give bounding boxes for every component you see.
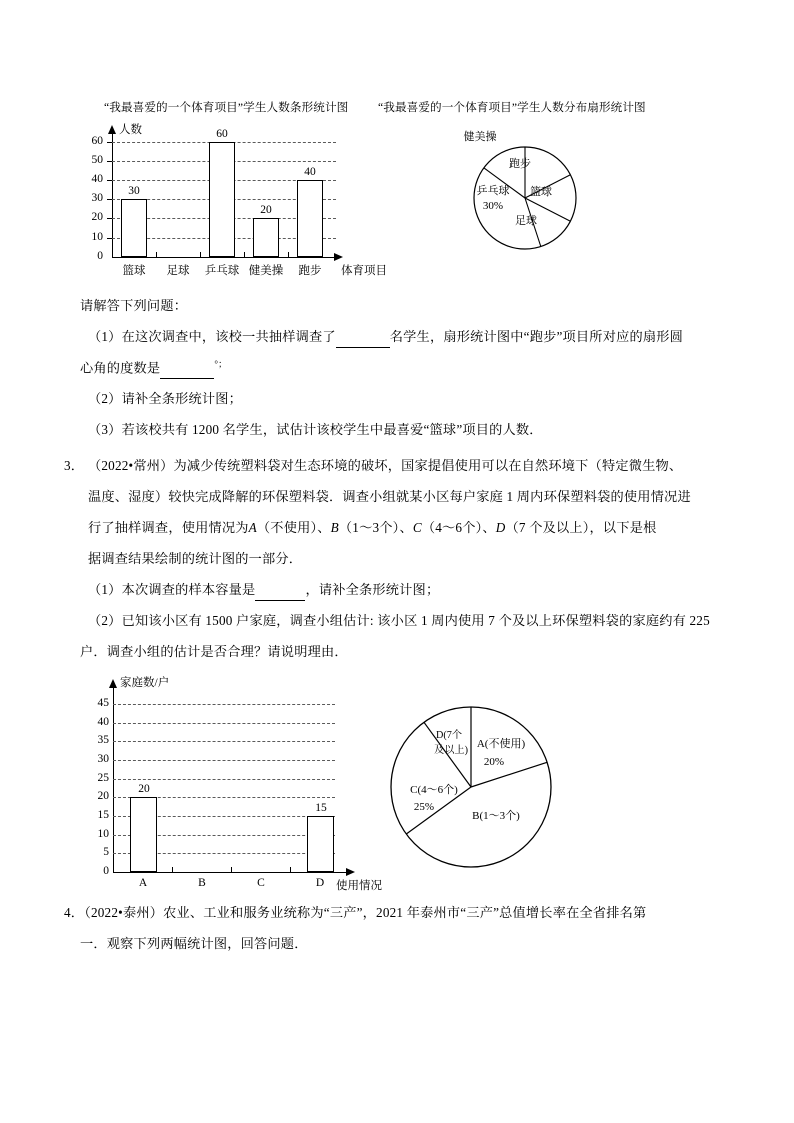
pie-slice-label-running: 跑步 xyxy=(509,158,531,170)
problem2-q1-text-c: 心角的度数是 xyxy=(80,360,161,376)
answer-blank-3[interactable] xyxy=(255,580,305,601)
problem4-line1: 4．（2022•泰州）农业、工业和服务业统称为“三产”，2021 年泰州市“三产”总值增长率在全省排名第 xyxy=(64,905,647,920)
x-tick-label-table-tennis: 乒乓球 xyxy=(204,265,240,277)
y-tick-label-30: 30 xyxy=(91,192,103,204)
x-tick-label-aerobics: 健美操 xyxy=(248,265,284,277)
bags-bar-d xyxy=(307,816,334,872)
problem3-q1-text-a: （1）本次调查的样本容量是 xyxy=(88,582,256,597)
x-tick-4 xyxy=(288,252,289,257)
y-tick-label-10: 10 xyxy=(91,231,103,243)
problem3-q1 xyxy=(88,580,439,601)
pie-slice-label-basketball: 篮球 xyxy=(530,186,552,198)
problem3-line3-p2: （不使用）、 xyxy=(256,520,331,535)
problem3-body-line1: （2022•常州）为减少传统塑料袋对生态环境的破坏，国家提倡使用可以在自然环境下（特定微生物、 xyxy=(88,458,683,473)
bags-x-tick-1 xyxy=(172,867,173,872)
bar-value-basketball: 30 xyxy=(128,185,140,197)
pie-slice-value-table-tennis: 30% xyxy=(482,200,504,212)
y-axis-line xyxy=(112,134,113,258)
bags-x-tick-label-d: D xyxy=(315,877,325,889)
bags-gridline-25 xyxy=(113,779,335,780)
bags-pie-slice-label-c: C(4～6个) xyxy=(410,784,458,796)
problem3-option-b: B xyxy=(330,520,339,535)
bags-pie-slice-label-b: B(1～3个) xyxy=(472,810,520,822)
bags-y-axis-line xyxy=(113,688,114,873)
bags-y-tick-label-25: 25 xyxy=(97,772,109,784)
problem3-line3-p1: 行了抽样调查，使用情况为 xyxy=(88,520,249,535)
pie-slice-label-table-tennis: 乒乓球 xyxy=(476,185,510,197)
y-tick-label-40: 40 xyxy=(91,173,103,185)
y-tick-30 xyxy=(107,199,112,200)
bags-pie-slice-value-a: 20% xyxy=(483,756,505,768)
bar-basketball xyxy=(121,199,147,257)
bags-bar-value-d: 15 xyxy=(315,802,327,814)
problem2-q1-text-b: 名学生，扇形统计图中“跑步”项目所对应的扇形圆 xyxy=(389,329,684,344)
x-tick-label-running: 跑步 xyxy=(298,265,322,277)
problem3-line3-p5: （7 个及以上），以下是根 xyxy=(505,520,657,535)
bags-x-axis-line xyxy=(113,872,348,873)
problem3-line3-p4: （4～6个）、 xyxy=(421,520,496,535)
problem2-intro: 请解答下列问题： xyxy=(80,298,188,313)
y-tick-40 xyxy=(107,180,112,181)
bar-running xyxy=(297,180,323,257)
problem3-line3-p3: （1～3个）、 xyxy=(338,520,413,535)
y-tick-label-20: 20 xyxy=(91,211,103,223)
bags-bar-value-a: 20 xyxy=(138,783,150,795)
bags-x-axis-arrow-icon xyxy=(346,868,355,876)
bar-value-running: 40 xyxy=(304,166,316,178)
bags-x-tick-label-b: B xyxy=(198,877,206,889)
y-tick-10 xyxy=(107,238,112,239)
x-tick-2 xyxy=(200,252,201,257)
problem3-q2-line2: 户．调查小组的估计是否合理？请说明理由． xyxy=(80,644,348,659)
y-axis-arrow-icon xyxy=(108,125,116,134)
y-axis-label: 人数 xyxy=(119,124,142,136)
bags-y-axis-label: 家庭数/户 xyxy=(120,677,170,689)
bags-y-tick-label-15: 15 xyxy=(97,809,109,821)
bags-y-tick-label-40: 40 xyxy=(97,716,109,728)
bags-gridline-45 xyxy=(113,704,335,705)
bags-pie-slice-label-d-line2: 及以上) xyxy=(434,745,468,756)
bags-y-tick-label-5: 5 xyxy=(103,846,109,858)
bags-y-tick-label-0: 0 xyxy=(103,865,109,877)
x-axis-arrow-icon xyxy=(334,253,343,261)
bags-x-tick-3 xyxy=(290,867,291,872)
problem2-q1-text-d: °； xyxy=(214,359,228,369)
bags-x-tick-label-a: A xyxy=(138,877,148,889)
problem3-body-line4: 据调查结果绘制的统计图的一部分． xyxy=(88,551,303,566)
y-tick-label-0: 0 xyxy=(97,250,103,262)
sports-pie-chart-title: “我最喜爱的一个体育项目”学生人数分布扇形统计图 xyxy=(378,101,646,114)
bar-table-tennis xyxy=(209,142,235,257)
bags-x-axis-label: 使用情况 xyxy=(336,880,382,892)
bar-value-aerobics: 20 xyxy=(260,204,272,216)
problem3-body-line3 xyxy=(88,518,656,538)
bags-y-tick-label-20: 20 xyxy=(97,790,109,802)
problem4-line2: 一．观察下列两幅统计图，回答问题． xyxy=(80,936,308,951)
answer-blank-1[interactable] xyxy=(336,327,390,348)
bar-aerobics xyxy=(253,218,279,257)
y-tick-50 xyxy=(107,161,112,162)
bags-y-tick-label-35: 35 xyxy=(97,734,109,746)
x-tick-label-basketball: 篮球 xyxy=(122,265,146,277)
bags-y-tick-label-45: 45 xyxy=(97,697,109,709)
y-tick-label-50: 50 xyxy=(91,154,103,166)
bags-x-tick-label-c: C xyxy=(257,877,265,889)
bags-pie-slice-label-a: A(不使用) xyxy=(476,738,526,750)
bar-value-table-tennis: 60 xyxy=(216,128,228,140)
bags-y-tick-label-10: 10 xyxy=(97,828,109,840)
bags-bar-a xyxy=(130,797,157,872)
problem2-q1-line1 xyxy=(88,327,683,348)
sports-bar-chart-title: “我最喜爱的一个体育项目”学生人数条形统计图 xyxy=(104,101,349,114)
problem2-q1-line2 xyxy=(80,358,227,379)
y-tick-20 xyxy=(107,218,112,219)
bags-y-tick-label-30: 30 xyxy=(97,753,109,765)
x-tick-3 xyxy=(244,252,245,257)
problem3-q2-line1: （2）已知该小区有 1500 户家庭，调查小组估计: 该小区 1 周内使用 7 个及以上环保塑料袋的家庭约有 225 xyxy=(88,613,710,628)
answer-blank-2[interactable] xyxy=(160,358,214,379)
bags-pie-slice-value-c: 25% xyxy=(413,801,435,813)
x-tick-1 xyxy=(156,252,157,257)
problem2-q1-text-a: （1）在这次调查中，该校一共抽样调查了 xyxy=(88,329,336,344)
problem3-option-c: C xyxy=(412,520,422,535)
problem3-option-d: D xyxy=(495,520,506,535)
y-tick-60 xyxy=(107,142,112,143)
bags-x-tick-2 xyxy=(231,867,232,872)
x-axis-label: 体育项目 xyxy=(341,265,387,277)
bags-gridline-30 xyxy=(113,760,335,761)
x-axis-line xyxy=(112,257,336,258)
problem3-number: 3． xyxy=(64,458,85,473)
bags-gridline-35 xyxy=(113,741,335,742)
x-tick-label-football: 足球 xyxy=(166,265,190,277)
pie-slice-label-football: 足球 xyxy=(515,215,537,227)
y-tick-label-60: 60 xyxy=(91,135,103,147)
bags-pie-slice-label-d-line1: D(7个 xyxy=(435,730,463,741)
problem3-body-line2: 温度、湿度）较快完成降解的环保塑料袋．调查小组就某小区每户家庭 1 周内环保塑料袋的使用情况进 xyxy=(88,489,691,504)
bags-y-axis-arrow-icon xyxy=(109,679,117,688)
problem2-q3: （3）若该校共有 1200 名学生，试估计该校学生中最喜爱“篮球”项目的人数． xyxy=(88,422,543,437)
bags-gridline-40 xyxy=(113,723,335,724)
problem2-q2: （2）请补全条形统计图； xyxy=(88,391,243,406)
problem3-option-a: A xyxy=(248,520,257,535)
problem3-q1-text-b: ，请补全条形统计图； xyxy=(305,582,440,597)
pie-slice-label-aerobics: 健美操 xyxy=(463,131,497,143)
